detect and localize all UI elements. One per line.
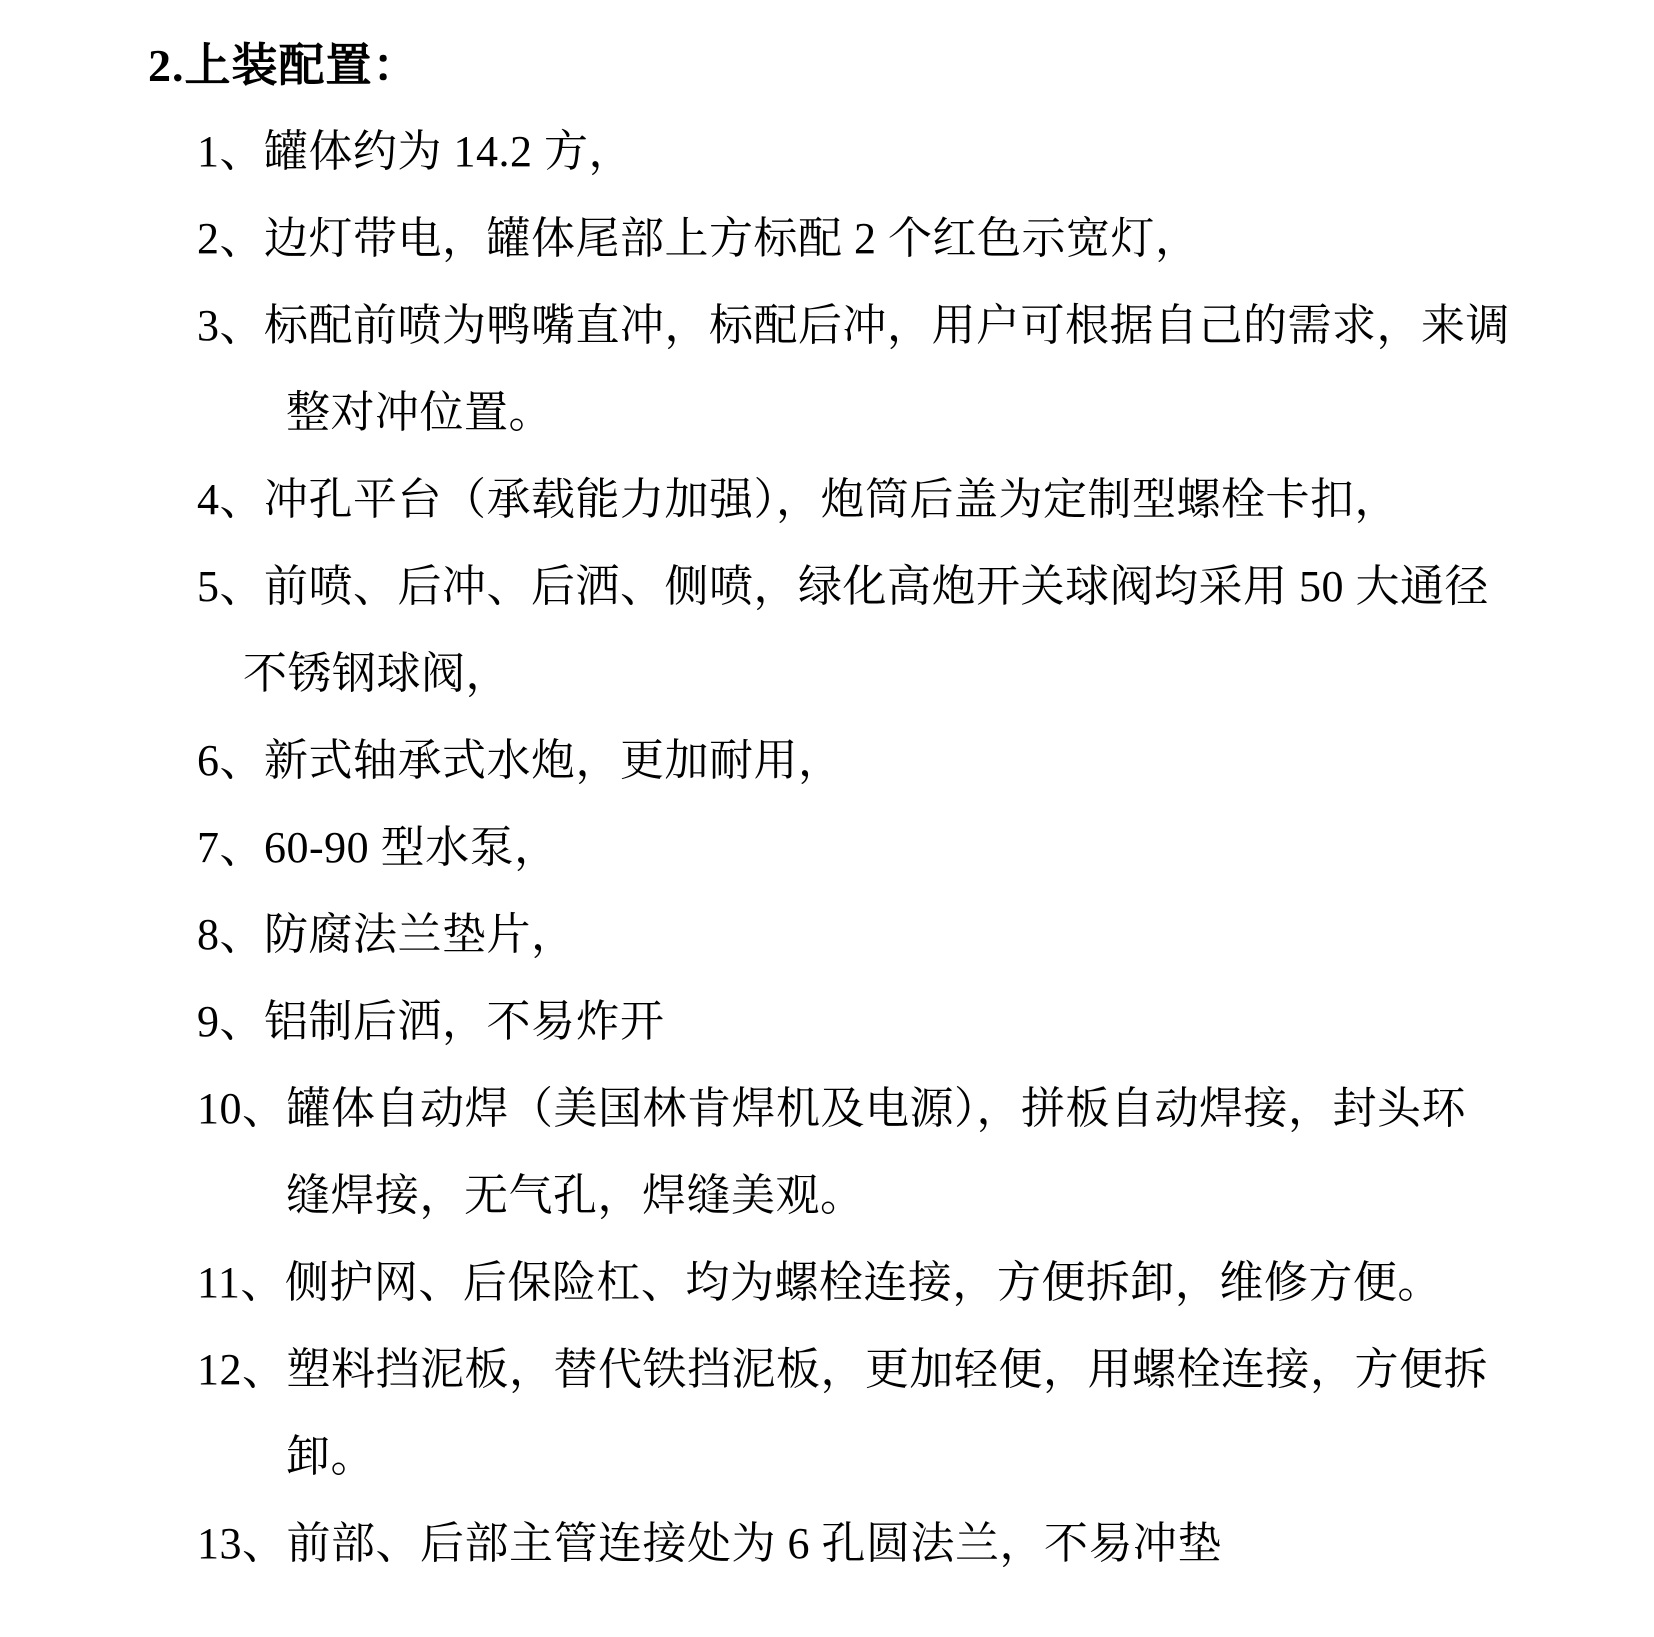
spec-item-1: 1、罐体约为 14.2 方， [197,127,633,176]
spec-item-10-continuation: 缝焊接，无气孔，焊缝美观。 [286,1171,865,1220]
spec-item-2: 2、边灯带电，罐体尾部上方标配 2 个红色示宽灯， [197,214,1200,263]
spec-item-12: 12、塑料挡泥板，替代铁挡泥板，更加轻便，用螺栓连接，方便拆 [197,1345,1488,1394]
spec-list [0,108,1654,1587]
spec-item-3: 3、标配前喷为鸭嘴直冲，标配后冲，用户可根据自己的需求，来调 [197,301,1510,350]
spec-item-12-continuation: 卸。 [286,1432,375,1481]
spec-item-7: 7、60-90 型水泵， [197,823,559,872]
section-heading: 2.上装配置： [148,40,420,91]
spec-item-5-continuation: 不锈钢球阀， [243,649,510,698]
spec-item-6: 6、新式轴承式水炮，更加耐用， [197,736,843,785]
spec-item-4: 4、冲孔平台（承载能力加强），炮筒后盖为定制型螺栓卡扣， [197,475,1399,524]
spec-item-8: 8、防腐法兰垫片， [197,910,576,959]
spec-item-10: 10、罐体自动焊（美国林肯焊机及电源），拼板自动焊接，封头环 [197,1084,1466,1133]
spec-item-11: 11、侧护网、后保险杠、均为螺栓连接，方便拆卸，维修方便。 [197,1258,1442,1307]
spec-item-9: 9、铝制后洒，不易炸开 [197,997,665,1046]
spec-item-13: 13、前部、后部主管连接处为 6 孔圆法兰，不易冲垫 [197,1519,1222,1568]
spec-item-5: 5、前喷、后冲、后洒、侧喷，绿化高炮开关球阀均采用 50 大通径 [197,562,1489,611]
spec-item-3-continuation: 整对冲位置。 [286,388,553,437]
